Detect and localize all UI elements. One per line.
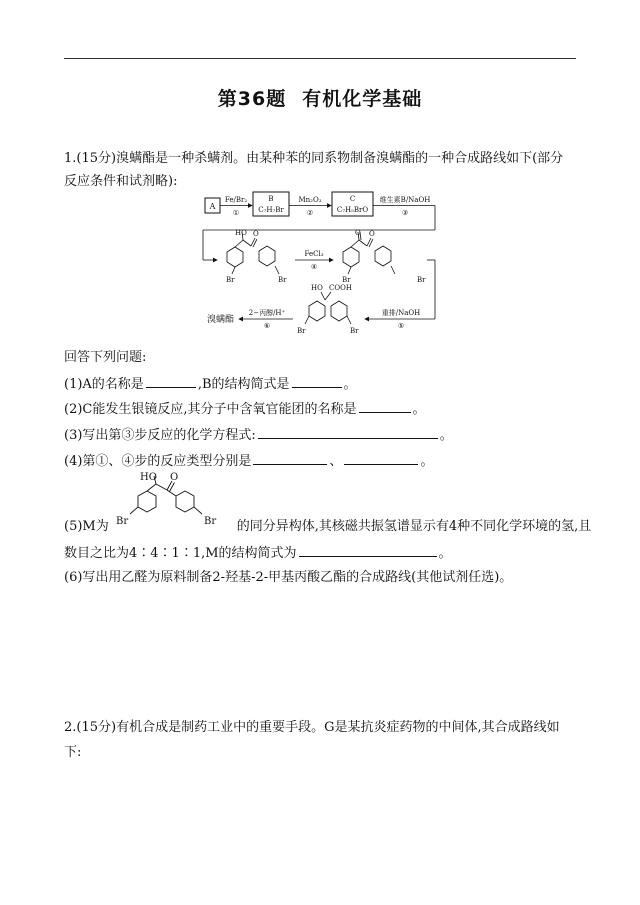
blank-2[interactable] — [359, 399, 411, 413]
acid-br-left: Br — [297, 327, 306, 335]
benzilic-acid-structure — [305, 292, 351, 324]
benzoin-o: O — [253, 230, 259, 238]
reagent-4: FeCl₃ — [304, 250, 324, 258]
box-c-label: C — [349, 195, 356, 203]
q1-part2: (2)C能发生银镜反应,其分子中含氧官能团的名称是 。 — [64, 399, 426, 420]
benzil-br-left: Br — [342, 276, 351, 284]
reagent-1: Fe/Br₂ — [224, 196, 248, 204]
step-2: ② — [306, 209, 314, 217]
step-5: ⑤ — [397, 322, 405, 330]
reagent-3: 维生素B/NaOH — [379, 196, 431, 204]
reagent-2: Mn₂O₃ — [298, 196, 322, 204]
acid-cooh: COOH — [329, 284, 352, 292]
synthesis-scheme — [195, 188, 455, 338]
acid-ho: HO — [311, 284, 323, 292]
reagent-5: 重排/NaOH — [381, 309, 421, 317]
blank-3[interactable] — [258, 425, 438, 439]
q1-line1: 1.(15分)溴螨酯是一种杀螨剂。由某种苯的同系物制备溴螨酯的一种合成路线如下(部分 — [64, 151, 564, 166]
q1-answer-intro: 回答下列问题: — [64, 350, 147, 365]
benzoin-structure — [227, 232, 279, 274]
m-o: O — [170, 472, 179, 483]
q1-part4: (4)第①、④步的反应类型分别是 、 。 — [64, 451, 433, 472]
step-1: ① — [232, 209, 240, 217]
q1-part6: (6)写出用乙醛为原料制备2-羟基-2-甲基丙酸乙酯的合成路线(其他试剂任选)。 — [64, 570, 513, 585]
box-c-formula: C₇H₅BrO — [336, 206, 369, 214]
blank-5[interactable] — [299, 543, 437, 557]
m-ho: HO — [140, 472, 157, 483]
step-4: ④ — [310, 263, 318, 271]
m-br-right: Br — [204, 516, 217, 527]
box-b-label: B — [268, 195, 274, 203]
page-title — [0, 84, 640, 111]
benzil-o-left: O — [355, 229, 361, 237]
step-3: ③ — [401, 209, 409, 217]
m-br-left: Br — [116, 516, 129, 527]
q1-part5-line2: 数目之比为4∶4∶1∶1,M的结构简式为 。 — [64, 543, 452, 564]
blank-1b[interactable] — [292, 374, 342, 388]
blank-1a[interactable] — [146, 374, 196, 388]
q1-line2: 反应条件和试剂略): — [64, 174, 178, 189]
box-b-formula: C₇H₇Br — [258, 206, 284, 214]
step-6: ⑥ — [263, 322, 271, 330]
benzoin-ho: HO — [235, 229, 247, 237]
product-name: 溴螨酯 — [207, 315, 235, 325]
blank-4a[interactable] — [253, 451, 327, 465]
reagent-6: 2−丙醇/H⁺ — [248, 309, 286, 317]
benzil-br-right: Br — [417, 276, 426, 284]
q1-part1: (1)A的名称是 ,B的结构简式是 。 — [64, 374, 357, 395]
q2-line2: 下: — [64, 745, 82, 760]
benzoin-br-right: Br — [278, 276, 287, 284]
box-a-label: A — [209, 202, 216, 211]
acid-br-right: Br — [350, 327, 359, 335]
q2-line1: 2.(15分)有机合成是制药工业中的重要手段。G是某抗炎症药物的中间体,其合成路线如 — [64, 720, 560, 735]
blank-4b[interactable] — [344, 451, 418, 465]
benzoin-br-left: Br — [226, 276, 235, 284]
benzil-o-right: O — [369, 230, 375, 238]
q1-part5-line1: (5)M为 的同分异构体,其核磁共振氢谱显示有4种不同化学环境的氢,且 — [64, 519, 592, 534]
top-rule — [64, 58, 576, 59]
benzil-structure — [343, 232, 395, 274]
q1-part3: (3)写出第③步反应的化学方程式: 。 — [64, 425, 453, 446]
title-topic: 有机化学基础 — [302, 88, 423, 110]
title-number: 第36题 — [217, 88, 287, 110]
